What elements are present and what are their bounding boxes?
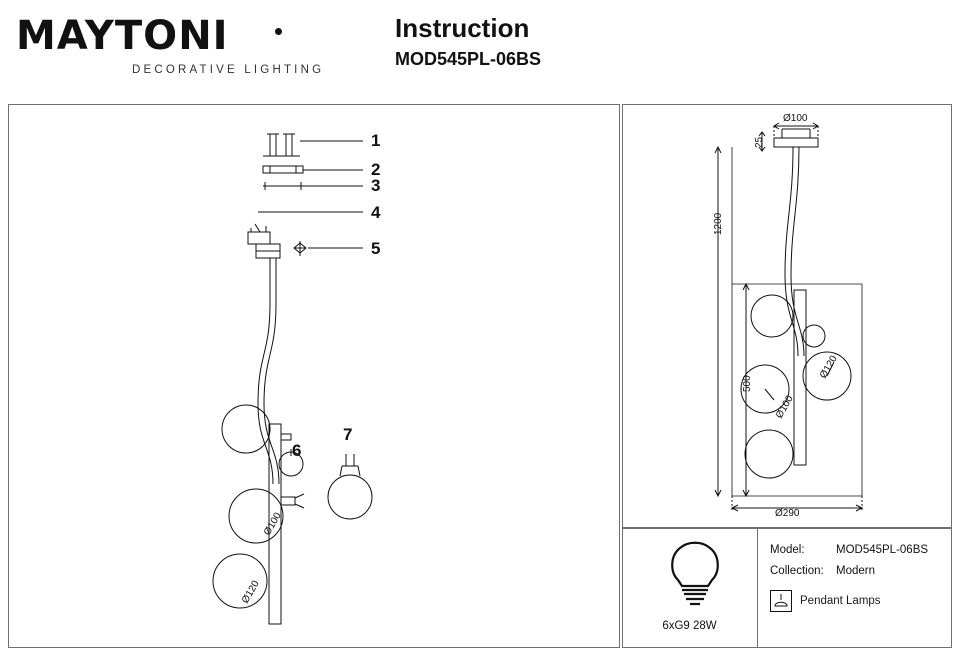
callout-2: 2	[371, 160, 381, 179]
part-bulb-g9	[328, 454, 372, 519]
info-value-collection: Modern	[836, 565, 875, 577]
callout-7: 7	[343, 425, 353, 444]
info-rows	[770, 543, 945, 585]
title-block	[395, 12, 541, 72]
dim-canopy-diameter: Ø100	[783, 113, 808, 124]
brand-tagline: DECORATIVE LIGHTING	[132, 64, 325, 76]
callout-1: 1	[371, 131, 381, 150]
page-title: Instruction	[395, 13, 530, 43]
info-value-model: MOD545PL-06BS	[836, 544, 929, 556]
left-label-diameter-100: Ø100	[262, 510, 284, 538]
info-row-model	[770, 543, 945, 557]
info-row-collection	[770, 564, 945, 578]
logo-dot-icon	[275, 28, 282, 35]
category-label: Pendant Lamps	[800, 595, 881, 607]
page-header	[0, 0, 960, 98]
callout-5: 5	[371, 239, 381, 258]
brand-logo	[16, 13, 325, 76]
globe-c	[745, 430, 793, 478]
leader-globe-100	[765, 389, 774, 400]
part-plate	[263, 182, 303, 190]
dim-canopy-height: 25	[754, 136, 765, 148]
callout-3: 3	[371, 176, 381, 195]
model-code: MOD545PL-06BS	[395, 49, 542, 69]
callout-4: 4	[371, 203, 381, 222]
dim-globe-100: Ø100	[774, 393, 796, 421]
dim-overall-width: Ø290	[775, 508, 800, 519]
part-bracket	[263, 166, 303, 173]
brand-name: MAYTONI	[16, 13, 229, 59]
dimension-drawing	[622, 104, 952, 528]
socket-arm-1	[281, 434, 291, 440]
lamp-spec-block	[622, 528, 757, 648]
pendant-lamp-icon	[770, 590, 792, 612]
info-key-model: Model:	[770, 544, 805, 556]
globe-a	[751, 295, 793, 337]
part-canopy-assembly	[248, 224, 280, 258]
dim-globe-120: Ø120	[818, 353, 840, 381]
assembly-drawing	[8, 104, 620, 648]
info-divider	[757, 529, 758, 647]
dim-total-height: 1200	[713, 212, 724, 235]
part-screws	[263, 134, 300, 156]
socket-arm-2	[281, 494, 304, 508]
dim-body-height: 500	[742, 375, 753, 392]
bulb-icon	[622, 528, 757, 623]
left-label-diameter-120: Ø120	[240, 578, 262, 606]
callout-6: 6	[292, 441, 302, 460]
part-spring-clip	[294, 241, 306, 256]
lamp-spec-label: 6xG9 28W	[662, 620, 717, 632]
info-key-collection: Collection:	[770, 565, 824, 577]
category-row	[770, 590, 881, 612]
canopy	[774, 138, 818, 147]
globe-1	[222, 405, 270, 453]
